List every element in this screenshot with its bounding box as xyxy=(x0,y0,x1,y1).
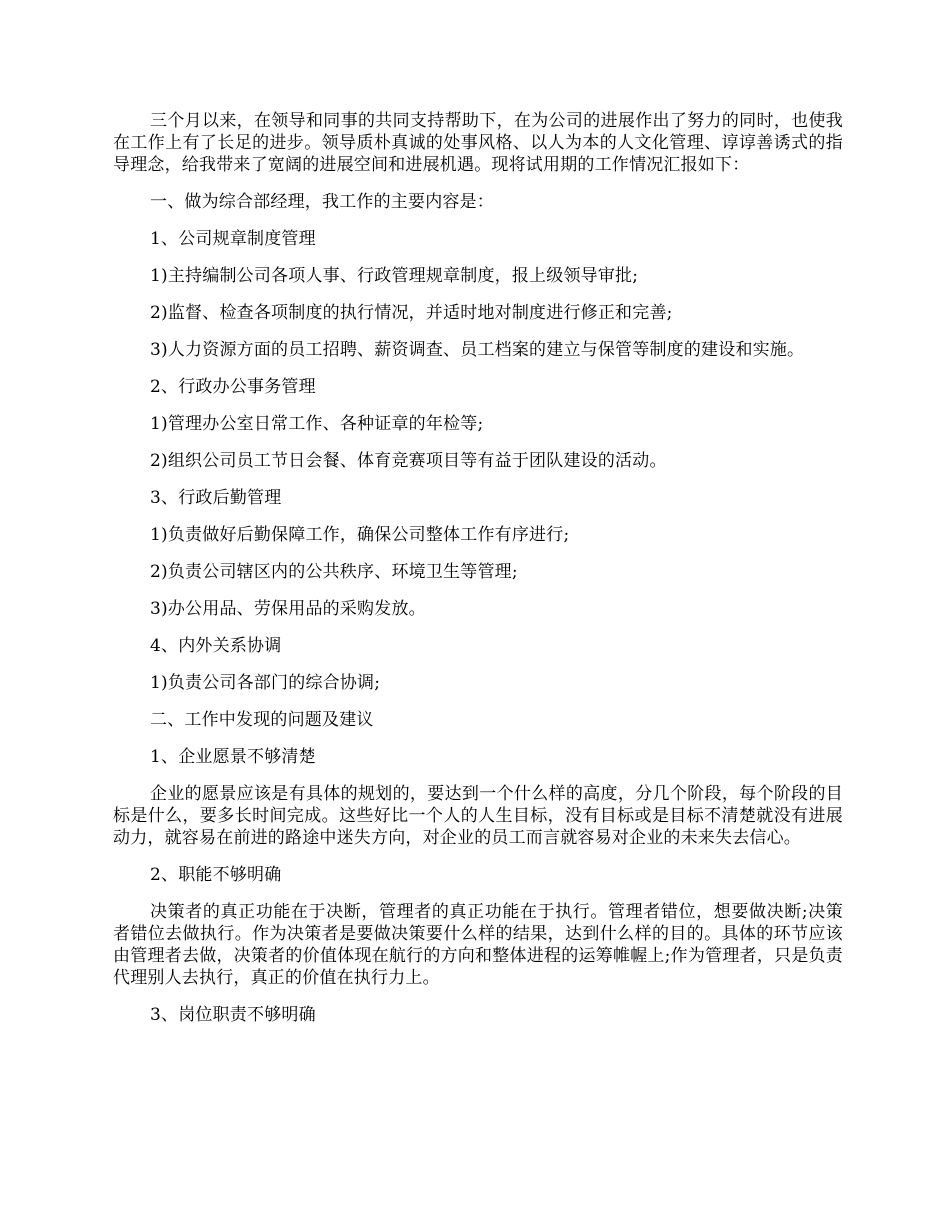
list-item: 1)负责公司各部门的综合协调; xyxy=(150,673,381,693)
subheading-1-2: 2、行政办公事务管理 xyxy=(150,377,316,397)
subheading-1-1: 1、公司规章制度管理 xyxy=(150,229,316,249)
intro-paragraph: 三个月以来，在领导和同事的共同支持帮助下，在为公司的进展作出了努力的同时，也使我在工作上有了长足的进步。领导质朴真诚的处事风格、以人为本的人文化管理、谆谆善诱式的指导理念，给我带来了宽阔的进展空间和进展机遇。现将试用期的工作情况汇报如下： xyxy=(113,111,843,175)
document-body xyxy=(113,110,843,1041)
section-heading-1: 一、做为综合部经理，我工作的主要内容是： xyxy=(150,192,494,212)
subheading-1-3: 3、行政后勤管理 xyxy=(150,488,282,508)
subheading-2-1: 1、企业愿景不够清楚 xyxy=(150,747,316,767)
list-item: 1)管理办公室日常工作、各种证章的年检等; xyxy=(150,414,484,434)
subheading-1-4: 4、内外关系协调 xyxy=(150,636,282,656)
body-paragraph: 决策者的真正功能在于决断，管理者的真正功能在于执行。管理者错位，想要做决断;决策者错位去做执行。作为决策者是要做决策要什么样的结果，达到什么样的目的。具体的环节应该由管理者去做，决策者的价值体现在航行的方向和整体进程的运筹帷幄上;作为管理者，只是负责代理别人去执行，真正的价值在执行力上。 xyxy=(113,902,843,988)
subheading-2-2: 2、职能不够明确 xyxy=(150,865,282,885)
section-heading-2: 二、工作中发现的问题及建议 xyxy=(150,710,374,730)
list-item: 1)主持编制公司各项人事、行政管理规章制度，报上级领导审批; xyxy=(150,266,639,286)
body-paragraph: 企业的愿景应该是有具体的规划的，要达到一个什么样的高度，分几个阶段，每个阶段的目标是什么，要多长时间完成。这些好比一个人的人生目标，没有目标或是目标不清楚就没有进展动力，就容易在前进的路途中迷失方向，对企业的员工而言就容易对企业的未来失去信心。 xyxy=(113,784,843,848)
list-item: 2)监督、检查各项制度的执行情况，并适时地对制度进行修正和完善; xyxy=(150,303,673,323)
list-item: 2)组织公司员工节日会餐、体育竞赛项目等有益于团队建设的活动。 xyxy=(150,451,667,471)
subheading-2-3: 3、岗位职责不够明确 xyxy=(150,1005,316,1025)
list-item: 1)负责做好后勤保障工作，确保公司整体工作有序进行; xyxy=(150,525,570,545)
list-item: 3)办公用品、劳保用品的采购发放。 xyxy=(150,599,426,619)
list-item: 2)负责公司辖区内的公共秩序、环境卫生等管理; xyxy=(150,562,518,582)
list-item: 3)人力资源方面的员工招聘、薪资调查、员工档案的建立与保管等制度的建设和实施。 xyxy=(150,340,805,360)
